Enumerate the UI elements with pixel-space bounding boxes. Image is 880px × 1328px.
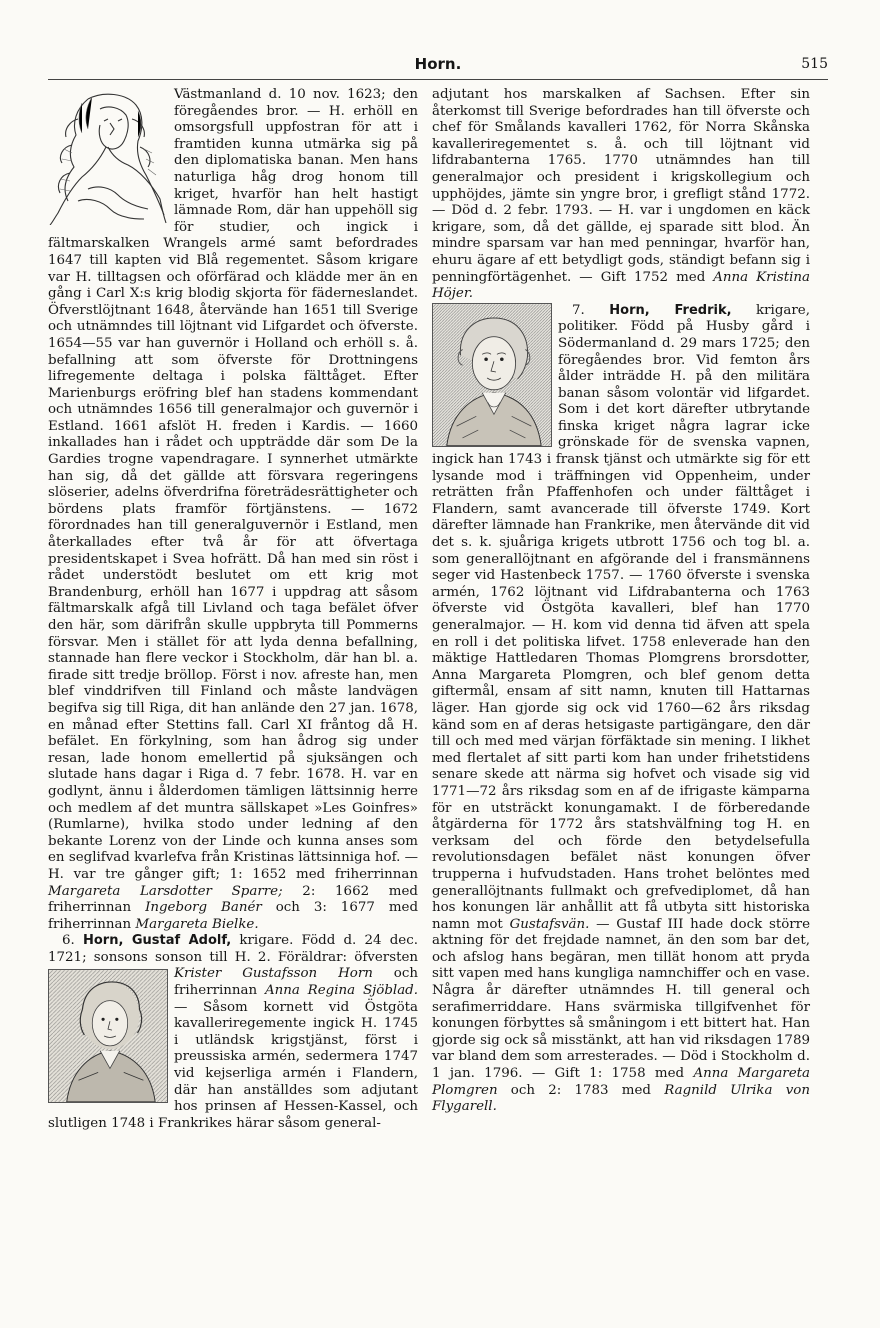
entry-6-text-a: krigare. Född d. 24 dec. 1721; sonsons sonson till H. 2. Föräldrar: öfversten [48,933,418,965]
header-rule [48,79,828,80]
page-number: 515 [801,56,828,72]
portrait-fredrik-icon [432,303,552,447]
entry-6-father: Krister Gustafsson Horn [174,966,373,982]
left-continuation-text: Västmanland d. 10 nov. 1623; den föregåendes bror. — H. erhöll en omsorgsfull uppfostran för att i framtiden kunna utmärka sig på den diplomatiska banan. Men hans naturliga håg drog honom till kriget, hvarför han helt hastigt lämnade Rom, där han uppehöll sig för studier, och ingick i fältmarskalken Wrangels armé samt befordrades 1647 till kapten vid Blå regementet. Såsom krigare var H. tilltagsen och oförfärad och klädde mer än en gång i Carl X:s krig blodig skjorta för fäderneslandet. Öfverstlöjtnant 1648, återvände han 1651 till Sverige och utnämndes till löjtnant vid Lifgardet och öfverste. 1654—55 var han guvernör i Holland och erhöll s. å. befallning att som öfverste för Drottningens lifregemente deltaga i polska fälttåget. Efter Marienburgs eröfring blef han stadens kommendant och utnämndes 1656 till generalmajor och guvernör i Estland. 1661 afslöt H. freden i Kardis. — 1660 inkallades han i rådet och uppträdde där som De la Gardies trogne vapendragare. I synnerhet utmärkte han sig, då det gällde att försvara regeringens slöserier, adelns öfverdrifna företrädesrättigheter och bördens plats framför förtjänstens. — 1672 förordnades han till generalguvernör i Estland, men återkallades efter två år för att öfvertaga presidentskapet i Svea hofrätt. Då han med sin röst i rådet understödt beslutet om ett krig mot Brandenburg, erhöll han 1677 i uppdrag att såsom fältmarskalk afgå till Livland och taga befälet öfver den här, som därifrån skulle uppbryta till Pommerns försvar. Men i stället för att lyda denna befallning, stannade han flere veckor i Stockholm, där han bl. a. firade sitt tredje bröllop. Först i nov. afreste han, men blef vinddrifven till Finland och måste landvägen begifva sig till Riga, dit han anlände den 27 jan. 1678, en månad efter Stettins fall. Carl XI fråntog då H. befälet. En förkylning, som han ådrog sig under resan, lade honom emellertid på sjuksängen och slutade hans dagar i Riga d. 7 febr. 1678. H. var en godlynt, ännu i ålderdomen tämligen lättsinnig herre och medlem af det muntra sällskapet »Les Goinfres» (Rumlarne), hvilka stodo under ledning af den bekante Lorenz von der Linde och kunna anses som en seglifvad kvarlefva från Kristinas lättsinniga hof. — H. var tre gånger gift; 1: 1652 med friherrinnan [48,87,418,882]
left-column [48,87,418,1132]
entry-5-wife: Anna Kristina Höjer. [432,269,810,302]
wife2-name: Ingeborg Banér [145,900,262,916]
entry-7 [432,303,810,1116]
wife1-name: Margareta Larsdotter Sparre; [48,883,283,899]
page-header [48,55,828,81]
entry-6-text-c: — Såsom kornett vid Östgöta kavalleriregemente ingick H. 1745 i utländsk krigstjänst, först i preussiska armén, sedermera 1747 vid kejserliga armén i Flandern, där han anställdes som adjutant hos prinsen af Hessen-Kassel, och slutligen 1748 i Frankrikes härar såsom general- [48,999,418,1131]
portrait-engraving-icon [48,89,168,225]
portrait-gustaf-adolf-icon [48,969,168,1103]
wife2-prefix: 2: 1662 med friherrinnan [48,883,418,916]
entry-7-text-c: och 2: 1783 med [497,1082,665,1098]
entry-7-text-a: krigare, politiker. Född på Husby gård i Södermanland d. 29 mars 1725; den föregåendes bror. Vid femton års ålder inträdde H. på den militära banan såsom volontär vid lifgardet. Som i det kort därefter utbrytande finska kriget några lagrar icke grönskade för de svenska vapnen, ingick han 1743 i fransk tjänst och utmärkte sig för ett lysande mod i träffningen vid Oppenheim, under reträtten från Pfaffenhofen och under fälttåget i Flandern, samt avancerade till öfverste 1749. Kort därefter lämnade han Frankrike, men återvände dit vid det s. k. sjuåriga krigets utbrott 1756 och tog bl. a. som generallöjtnant en afgörande del i fransmännens seger vid Hastenbeck 1757. — 1760 öfverste i svenska armén, 1762 löjtnant vid Lifdrabanterna och 1763 öfverste vid Östgöta kavalleri, blef han 1770 generalmajor. — H. kom vid denna tid äfven att spela en roll i det politiska lifvet. 1758 enleverade han den mäktige Hattledaren Thomas Plomgrens brorsdotter, Anna Margareta Plomgren, och blef genom detta giftermål, ensam af sitt namn, knuten till Hattarnas läger. Han gjorde sig ock vid 1760—62 års riksdag känd som en af deras hetsigaste partigängare, den där till och med med värjan förfäktade sin mening. I likhet med flertalet af sitt parti kom han under frihetstidens senare skede att närma sig hofvet och visade sig vid 1771—72 års riksdag som en af de ifrigaste kämparna för en utsträckt konungamakt. I de förberedande åtgärderna för 1772 års statshvälfning tog H. en verksam del och förde den betydelsefulla revolutionsdagen befälet näst konungen öfver trupperna i hufvudstaden. Hans trohet belöntes med generallöjtnants fullmakt och grefvediplomet, då han hos konungen lär anhållit att få utbyta sitt historiska namn mot [432,302,810,932]
entry-7-wife2: Ragnild Ulrika von Flygarell. [432,1082,810,1115]
entry-7-wife1: Anna Margareta Plomgren [432,1066,810,1098]
entry-7-alias: Gustafsvän. [509,916,590,932]
entry-7-number: 7. [572,302,585,318]
entry-6-number: 6. [62,933,75,949]
entry-6-name: Horn, Gustaf Adolf, [82,933,232,949]
wife3-name: Margareta Bielke. [135,916,259,932]
entry-6 [48,933,418,1132]
running-title: Horn. [414,55,462,73]
entry-7-name: Horn, Fredrik, [609,302,732,318]
entry-6-mother: Anna Regina Sjöblad. [264,983,419,999]
entry-6-text-b: och friherrinnan [174,966,418,999]
right-continuation-text: adjutant hos marskalken af Sachsen. Efter sin återkomst till Sverige befordrades han till öfverste och chef för Smålands kavalleri 1762, för Norra Skånska kavalleriregementet s. å. och till löjtnant vid lifdrabanterna 1765. 1770 utnämndes han till generalmajor och president i krigskollegium och upphöjdes, jämte sin yngre bror, i grefligt stånd 1772. — Död d. 2 febr. 1793. — H. var i ungdomen en käck krigare, som, då det gällde, ej sparade sitt blod. Än mindre sparsam var han med penningar, hvarför han, ehuru ägare af ett betydligt gods, ständigt befann sig i penningförtägenhet. — Gift 1752 med [432,87,810,285]
right-column [432,87,810,1116]
entry-7-text-b: — Gustaf III hade dock större aktning för det frejdade namnet, än den som bar det, och afslog hans begäran, men tillät honom att pryda sitt vapen med hans kungliga namnchiffer och en vase. Några år därefter utnämndes H. till general och serafimerriddare. Hans svärmiska tillgifvenhet för konungen förbyttes så småningom i ett bittert hat. Han gjorde sig ock så misstänkt, att han vid riksdagen 1789 var bland dem som arresterades. — Död i Stockholm d. 1 jan. 1796. — Gift 1: 1758 med [432,916,810,1082]
wife3-prefix: och 3: 1677 med friherrinnan [48,900,419,932]
